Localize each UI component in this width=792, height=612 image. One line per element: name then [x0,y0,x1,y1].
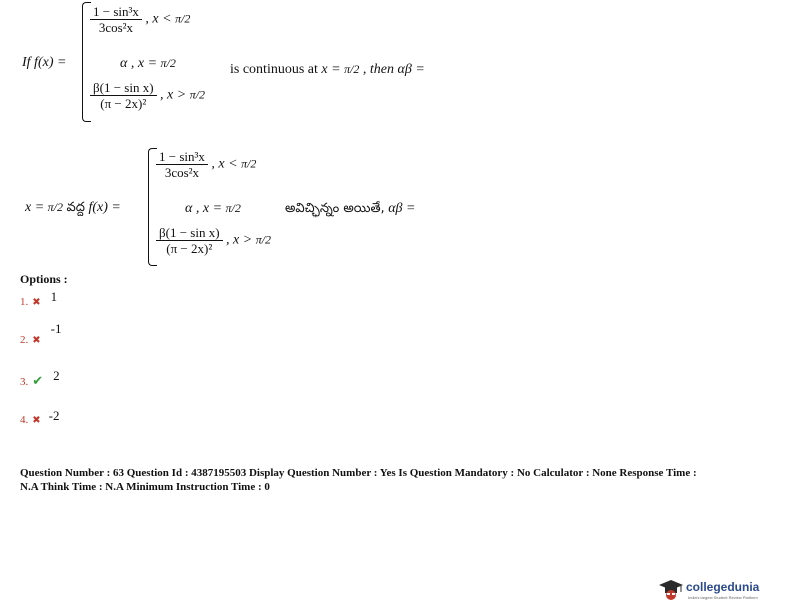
question-english [0,0,792,125]
english-case-2 [120,56,176,72]
meta-line-1: Question Number : 63 Question Id : 4387195503 Display Question Number : Yes Is Question Mandatory : No Calculator : None Response Time : [20,467,697,479]
english-case-1 [90,4,190,35]
t-case1-numerator: 1 − sin³x [156,149,208,165]
option-number: 3. [20,376,29,388]
english-case-3 [90,80,205,111]
option-value: 2 [53,368,60,383]
telugu-vadda: వద్ద [66,200,85,215]
english-result: αβ = [397,62,425,77]
wrong-icon: ✖ [32,297,41,308]
english-at-pi-half: π/2 [344,62,360,76]
t-case2-pi-half: π/2 [225,201,241,215]
meta-line-2: N.A Think Time : N.A Minimum Instruction Time : 0 [20,481,270,493]
option-value: 1 [50,289,58,304]
options-title: Options : [20,272,68,286]
t-case2-value: α [185,201,193,216]
telugu-lead-group [25,200,121,218]
question-telugu [0,145,792,270]
question-meta [20,466,780,494]
t-case1-pi-half: π/2 [241,156,257,171]
collegedunia-logo[interactable] [658,578,788,604]
telugu-fx: f(x) = [88,200,121,215]
check-icon: ✔ [32,374,44,389]
case3-denominator: (π − 2x)² [100,96,147,111]
option-number: 4. [20,414,29,426]
telugu-result: αβ = [388,201,416,216]
t-case1-condition: , x < [211,156,238,172]
t-case3-numerator: β(1 − sin x) [156,225,223,241]
case2-value: α [120,56,128,71]
english-then: , then [362,62,395,77]
option-3[interactable] [20,368,60,390]
telugu-tail: అవిచ్ఛిన్నం అయితే, [285,201,385,216]
telugu-case-2 [185,201,241,217]
case2-pi-half: π/2 [160,56,176,70]
english-lead: If f(x) = [22,55,67,70]
telugu-case-1 [156,149,256,180]
case3-pi-half: π/2 [189,87,206,102]
t-case3-pi-half: π/2 [255,232,272,247]
t-case2-condition: , x = [195,201,223,216]
option-1[interactable] [20,289,58,310]
case1-numerator: 1 − sin³x [90,4,142,20]
t-case3-denominator: (π − 2x)² [166,241,213,256]
english-tail-group: is continuous at x = π/2 , then αβ = [230,62,425,77]
graduate-cap-icon [658,578,684,602]
case1-denominator: 3cos²x [98,20,134,35]
telugu-case-3 [156,225,271,256]
telugu-lead-pi-half: π/2 [47,200,64,214]
telugu-lead-x: x = [25,200,45,215]
option-value: -1 [50,321,62,336]
t-case3-condition: , x > [226,232,253,248]
wrong-icon: ✖ [32,415,41,426]
case1-condition: , x < [145,11,172,27]
logo-tagline: India's largest Student Review Platform [688,595,758,600]
logo-name: collegedunia [686,580,760,594]
case3-condition: , x > [160,87,187,103]
options-section [20,272,320,432]
option-value: -2 [48,408,60,423]
option-2[interactable] [20,321,62,348]
case3-numerator: β(1 − sin x) [90,80,157,96]
wrong-icon: ✖ [32,335,41,346]
option-4[interactable] [20,410,59,428]
english-tail: is continuous at [230,62,318,77]
t-case1-denominator: 3cos²x [164,165,200,180]
telugu-tail-group [285,201,415,219]
option-number: 2. [20,334,29,346]
case2-condition: , x = [130,56,158,71]
option-number: 1. [20,296,29,308]
case1-pi-half: π/2 [175,11,191,26]
